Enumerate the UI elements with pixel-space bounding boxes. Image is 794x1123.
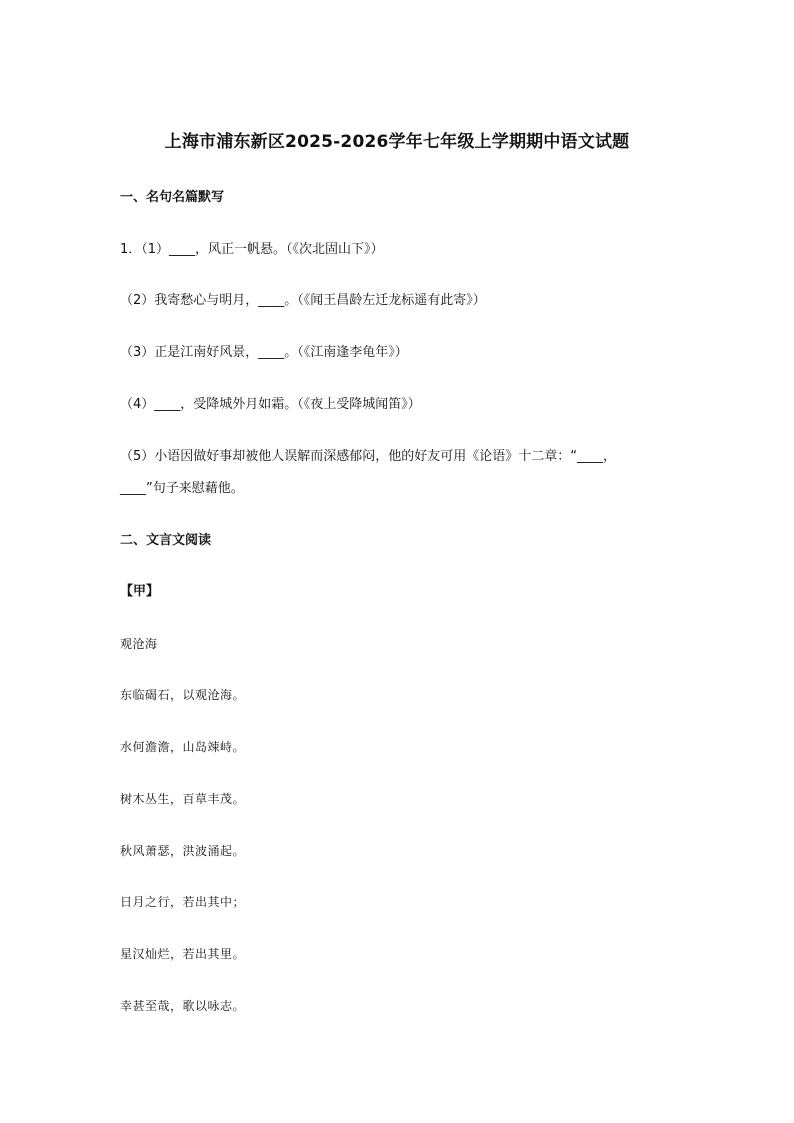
poem-title: 观沧海 (120, 637, 158, 651)
question-1-2: （2）我寄愁心与明月，____。（《闻王昌龄左迁龙标遥有此寄》） (120, 293, 486, 308)
poem-line: 幸甚至哉，歌以咏志。 (120, 999, 246, 1013)
section-heading-classical-reading: 二、文言文阅读 (120, 533, 212, 548)
poem-line: 水何澹澹，山岛竦峙。 (120, 740, 246, 754)
question-1-3: （3）正是江南好风景，____。（《江南逢李龟年》） (120, 345, 408, 360)
section-heading-dictation: 一、名句名篇默写 (120, 190, 225, 205)
question-1-5-line1: （5）小语因做好事却被他人误解而深感郁闷，他的好友可用《论语》十二章：“____， (120, 449, 617, 464)
poem-line: 日月之行，若出其中； (120, 895, 246, 909)
question-1-4: （4）____，受降城外月如霜。（《夜上受降城闻笛》） (120, 397, 421, 412)
question-1-1: 1．（1）____，风正一帆悬。（《次北固山下》） (120, 242, 384, 257)
poem-line: 星汉灿烂，若出其里。 (120, 947, 246, 961)
poem-line: 秋风萧瑟，洪波涌起。 (120, 844, 246, 858)
passage-label-jia: 【甲】 (120, 584, 160, 599)
poem-line: 树木丛生，百草丰茂。 (120, 792, 246, 806)
poem-line: 东临碣石，以观沧海。 (120, 688, 246, 702)
question-1-5-line2: ____”句子来慰藉他。 (120, 481, 244, 496)
document-title: 上海市浦东新区2025-2026学年七年级上学期期中语文试题 (164, 132, 630, 152)
